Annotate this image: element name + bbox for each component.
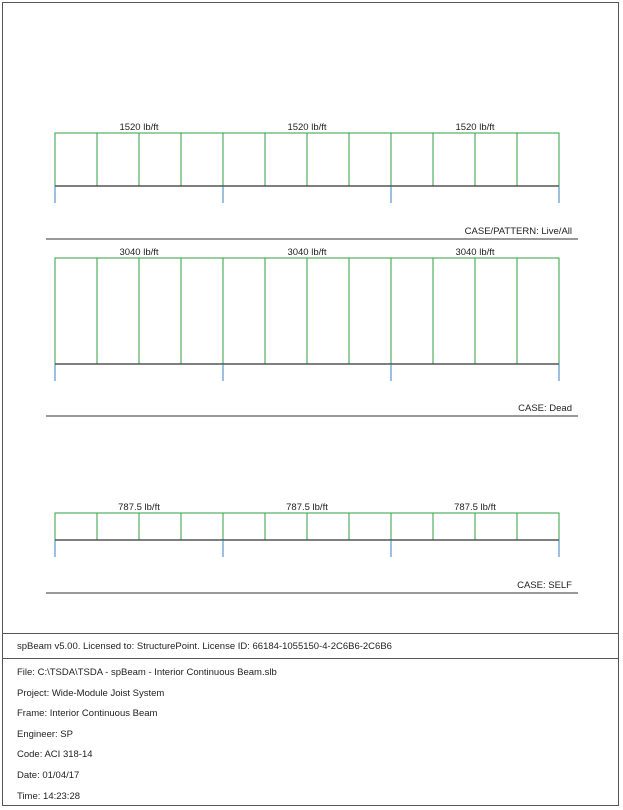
case-label: CASE: Dead	[518, 403, 572, 414]
load-label: 1520 lb/ft	[119, 122, 159, 133]
license-bar	[3, 633, 618, 659]
load-label: 1520 lb/ft	[455, 122, 495, 133]
load-label: 787.5 lb/ft	[286, 502, 328, 513]
project-info	[3, 663, 618, 807]
info-project: Project: Wide-Module Joist System	[17, 687, 165, 699]
info-file: File: C:\TSDA\TSDA - spBeam - Interior Continuous Beam.slb	[17, 667, 277, 678]
info-engineer: Engineer: SP	[17, 728, 73, 740]
load-diagrams	[3, 3, 620, 631]
load-label: 3040 lb/ft	[287, 247, 327, 258]
info-time: Time: 14:23:28	[17, 790, 81, 802]
load-label: 1520 lb/ft	[287, 122, 327, 133]
load-label: 3040 lb/ft	[455, 247, 495, 258]
license-text: spBeam v5.00. Licensed to: StructurePoint. License ID: 66184-1055150-4-2C6B6-2C6B6	[17, 641, 392, 652]
report-page	[2, 2, 619, 806]
load-label: 787.5 lb/ft	[118, 502, 160, 513]
info-code: Code: ACI 318-14	[17, 749, 93, 761]
load-label: 787.5 lb/ft	[454, 502, 496, 513]
info-frame: Frame: Interior Continuous Beam	[17, 708, 158, 720]
load-label: 3040 lb/ft	[119, 247, 159, 258]
info-date: Date: 01/04/17	[17, 769, 80, 781]
case-label: CASE: SELF	[517, 580, 572, 591]
case-label: CASE/PATTERN: Live/All	[464, 226, 572, 237]
